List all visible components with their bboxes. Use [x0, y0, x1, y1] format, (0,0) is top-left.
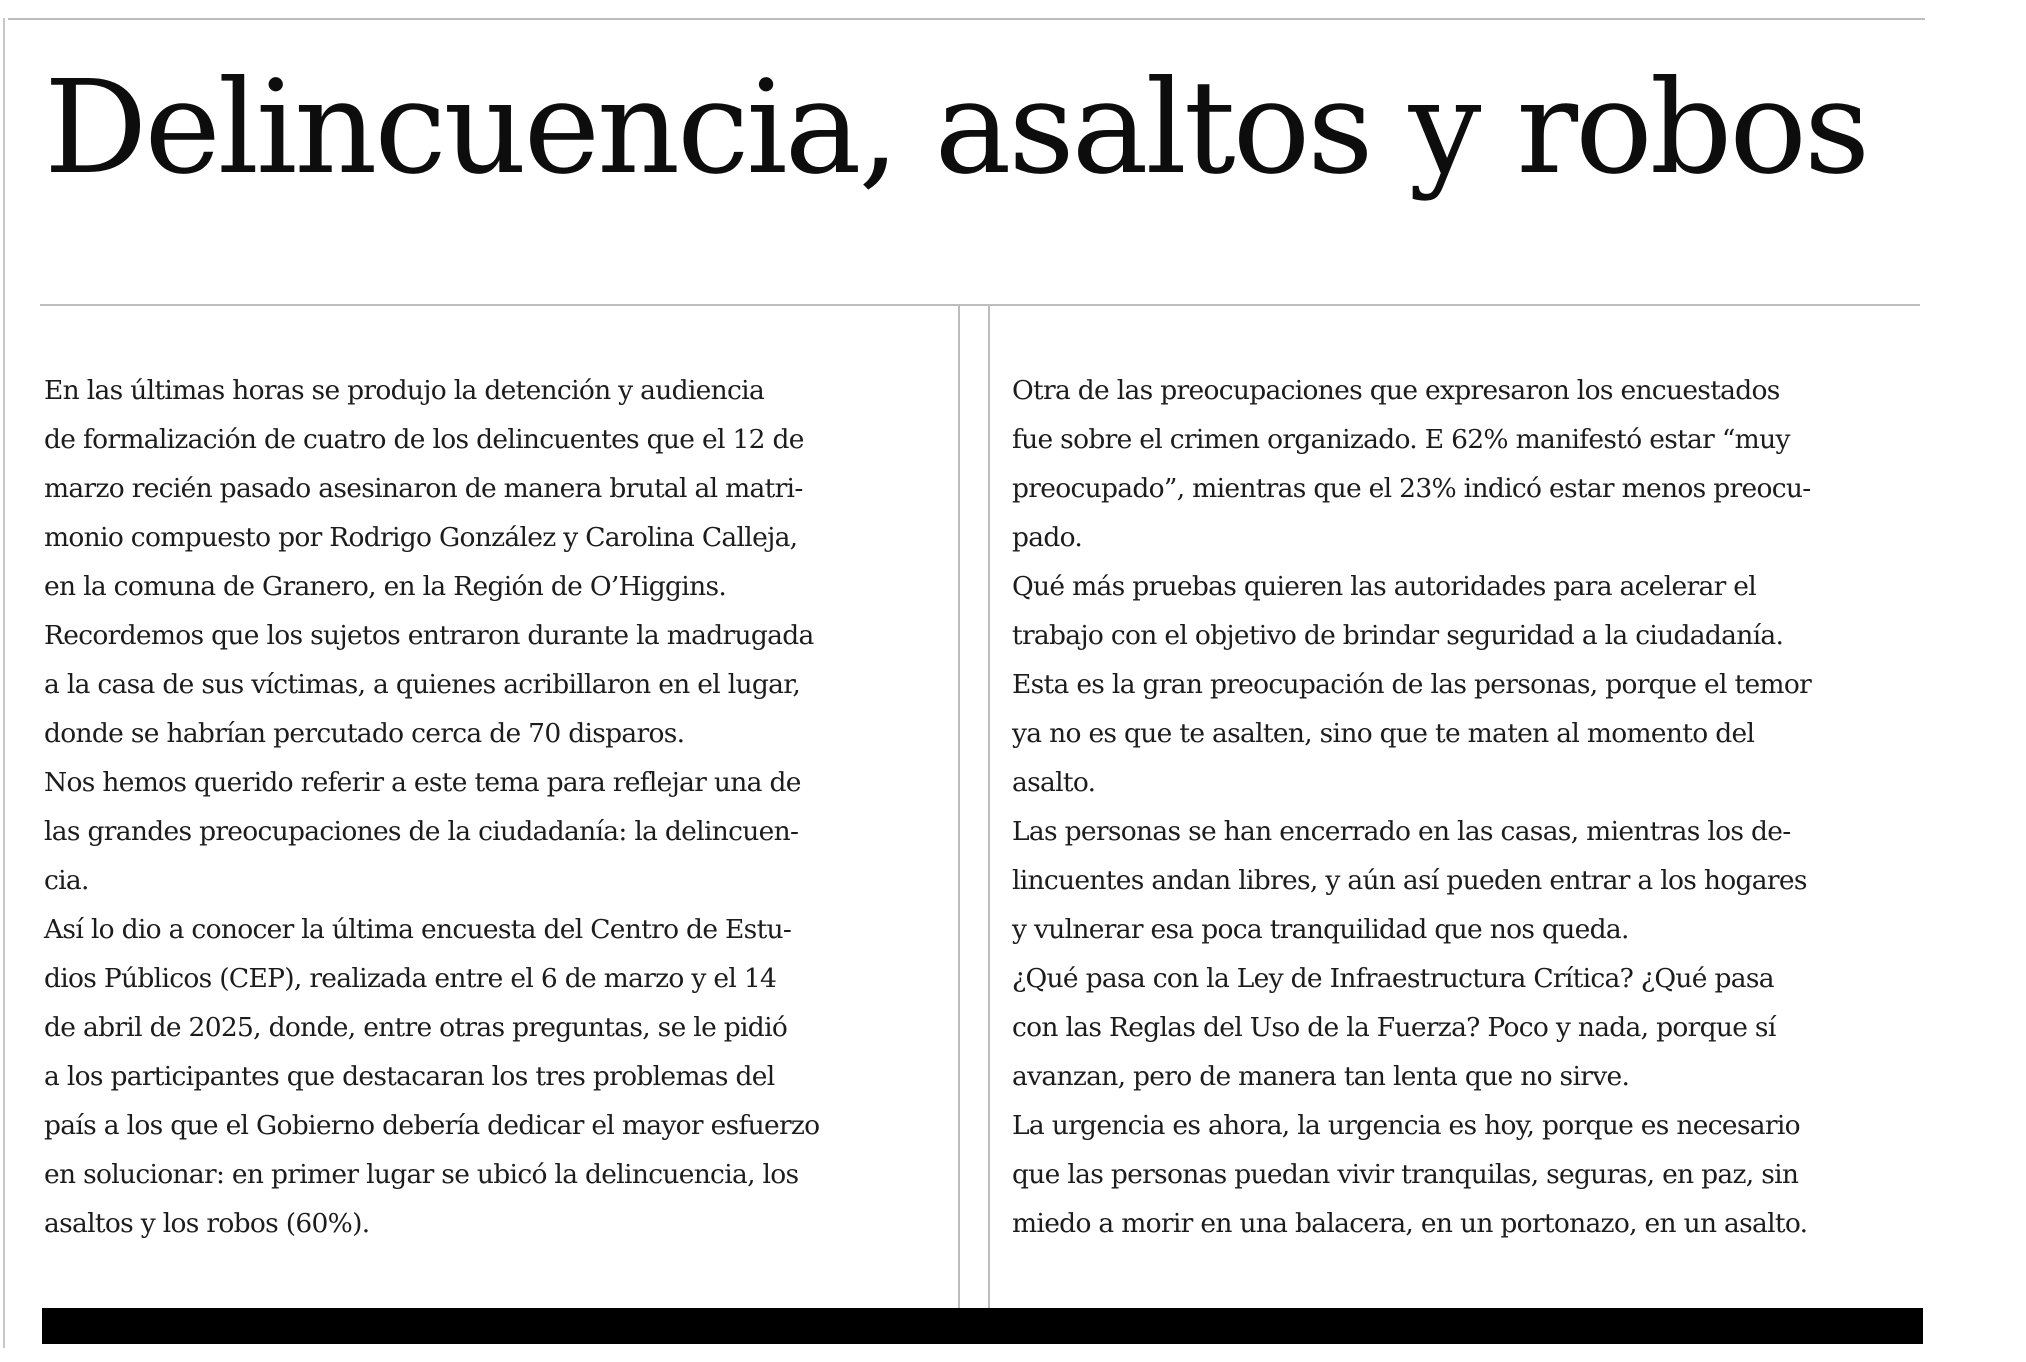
article-text-line: cia.	[44, 865, 89, 896]
article-text-line: dios Públicos (CEP), realizada entre el 6 de marzo y el 14	[44, 963, 777, 994]
header-divider	[40, 304, 1920, 306]
article-text-line: Las personas se han encerrado en las casas, mientras los de-	[1012, 816, 1791, 847]
article-text-line: ¿Qué pasa con la Ley de Infraestructura Crítica? ¿Qué pasa	[1012, 963, 1774, 994]
article-text-line: que las personas puedan vivir tranquilas, seguras, en paz, sin	[1012, 1159, 1799, 1190]
article-text-line: lincuentes andan libres, y aún así pueden entrar a los hogares	[1012, 865, 1807, 896]
article-text-line: de formalización de cuatro de los delincuentes que el 12 de	[44, 424, 804, 455]
article-text-line: con las Reglas del Uso de la Fuerza? Poco y nada, porque sí	[1012, 1012, 1776, 1043]
article-text-line: En las últimas horas se produjo la detención y audiencia	[44, 375, 765, 406]
article-title: Delincuencia, asaltos y robos	[44, 53, 1868, 203]
article-text-line: y vulnerar esa poca tranquilidad que nos queda.	[1012, 914, 1629, 945]
column-divider-right	[988, 306, 990, 1308]
article-text-line: marzo recién pasado asesinaron de manera brutal al matri-	[44, 473, 803, 504]
article-text-line: a la casa de sus víctimas, a quienes acribillaron en el lugar,	[44, 669, 801, 700]
article-text-line: en solucionar: en primer lugar se ubicó la delincuencia, los	[44, 1159, 799, 1190]
article-text-line: La urgencia es ahora, la urgencia es hoy, porque es necesario	[1012, 1110, 1800, 1141]
article-text-line: Otra de las preocupaciones que expresaron los encuestados	[1012, 375, 1780, 406]
article-text-line: Esta es la gran preocupación de las personas, porque el temor	[1012, 669, 1812, 700]
bottom-black-bar	[42, 1308, 1923, 1344]
article-text-line: preocupado”, mientras que el 23% indicó estar menos preocu-	[1012, 473, 1811, 504]
article-column-left	[44, 366, 944, 1248]
article-text-line: de abril de 2025, donde, entre otras preguntas, se le pidió	[44, 1012, 788, 1043]
article-text-line: donde se habrían percutado cerca de 70 disparos.	[44, 718, 685, 749]
article-text-line: Qué más pruebas quieren las autoridades para acelerar el	[1012, 571, 1757, 602]
article-text-line: Recordemos que los sujetos entraron durante la madrugada	[44, 620, 814, 651]
article-text-line: a los participantes que destacaran los tres problemas del	[44, 1061, 775, 1092]
article-text-line: las grandes preocupaciones de la ciudadanía: la delincuen-	[44, 816, 799, 847]
page-left-edge	[3, 18, 5, 1348]
column-divider-left	[958, 306, 960, 1308]
article-text-line: miedo a morir en una balacera, en un portonazo, en un asalto.	[1012, 1208, 1808, 1239]
article-text-line: ya no es que te asalten, sino que te maten al momento del	[1012, 718, 1755, 749]
article-text-line: Nos hemos querido referir a este tema para reflejar una de	[44, 767, 801, 798]
article-text-line: avanzan, pero de manera tan lenta que no sirve.	[1012, 1061, 1630, 1092]
article-text-line: trabajo con el objetivo de brindar seguridad a la ciudadanía.	[1012, 620, 1784, 651]
article-text-line: en la comuna de Granero, en la Región de O’Higgins.	[44, 571, 727, 602]
article-text-line: monio compuesto por Rodrigo González y Carolina Calleja,	[44, 522, 798, 553]
article-text-line: asaltos y los robos (60%).	[44, 1208, 370, 1239]
article-text-line: país a los que el Gobierno debería dedicar el mayor esfuerzo	[44, 1110, 820, 1141]
top-divider	[8, 18, 1925, 20]
article-text-line: fue sobre el crimen organizado. E 62% manifestó estar “muy	[1012, 424, 1790, 455]
article-column-right	[1012, 366, 1922, 1248]
article-text-line: Así lo dio a conocer la última encuesta del Centro de Estu-	[44, 914, 792, 945]
article-text-line: asalto.	[1012, 767, 1096, 798]
article-text-line: pado.	[1012, 522, 1083, 553]
